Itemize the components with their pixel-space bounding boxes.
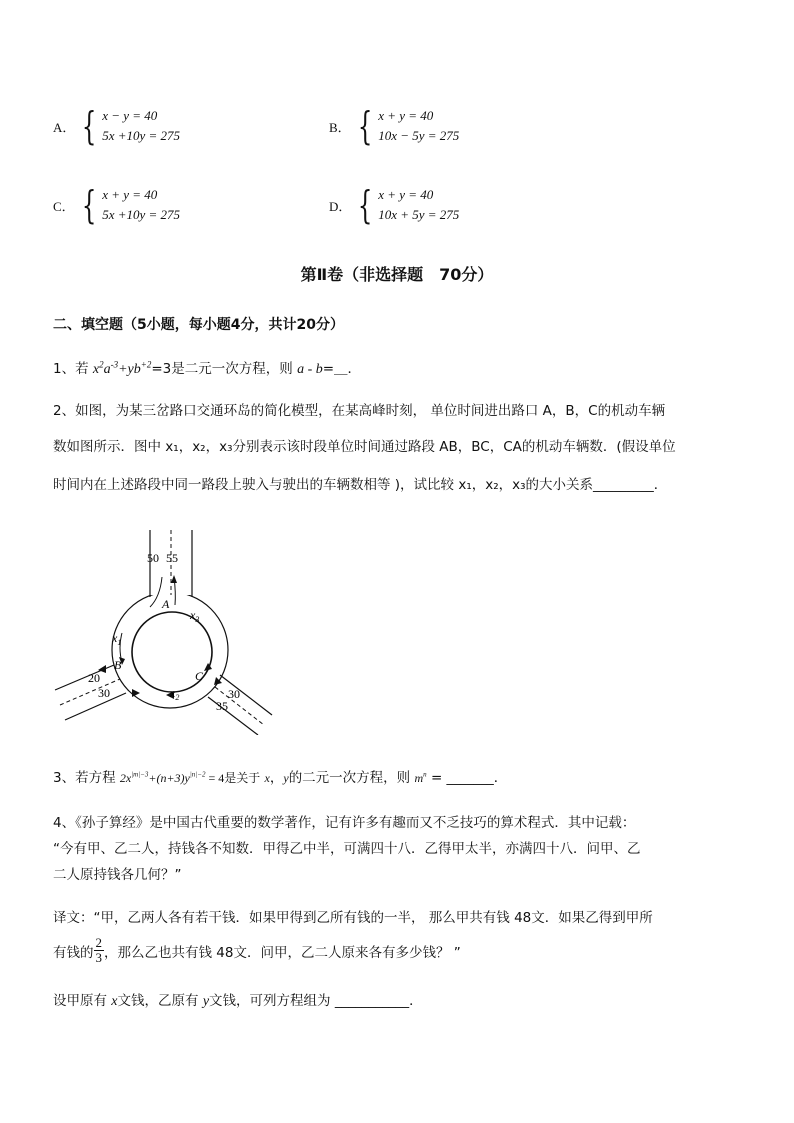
question-4-line-5: 有钱的 $\frac{2}{3}$ ，那么乙也共有钱 48文．问甲，乙二人原来各有多少钱？ ”	[53, 935, 461, 965]
option-b[interactable]	[329, 106, 459, 146]
part-title: 第Ⅱ卷（非选择题 70分）	[300, 265, 494, 284]
left-out-label: 30	[98, 686, 110, 700]
option-a-label: A．	[53, 119, 76, 135]
q1-answer-blank[interactable]: =＿．	[322, 361, 362, 377]
brace-icon: {	[357, 183, 373, 227]
option-a[interactable]	[53, 106, 180, 146]
right-out-label: 35	[216, 699, 228, 713]
question-4-line-6: 设甲原有 x文钱，乙原有 y文钱，可列方程组为 ___________．	[53, 993, 423, 1009]
node-a-label: A	[162, 597, 170, 611]
option-d-eq2: 10x + 5y = 275	[378, 207, 460, 222]
option-b-label: B．	[329, 119, 351, 135]
option-b-eq2: 10x − 5y = 275	[378, 128, 460, 143]
question-4-line-1: 4、《孙子算经》是中国古代重要的数学著作，记有许多有趣而又不乏技巧的算术程式．其中记载：	[53, 815, 636, 831]
x1-label: $x_1$	[112, 631, 122, 647]
option-a-eq2: 5x +10y = 275	[102, 128, 181, 143]
q4-answer-blank[interactable]: 文钱，可列方程组为 ___________．	[209, 993, 423, 1009]
brace-icon: {	[81, 104, 97, 148]
option-c-label: C．	[53, 198, 75, 214]
question-2-line-1: 2、如图，为某三岔路口交通环岛的简化模型，在某高峰时刻， 单位时间进出路口 A，B，C的机动车辆	[53, 403, 666, 419]
option-a-system	[77, 106, 180, 146]
section-title: 二、填空题（5小题，每小题4分，共计20分）	[53, 317, 344, 333]
question-2-line-3[interactable]: 时间内在上述路段中同一路段上驶入与驶出的车辆数相等 )，试比较 x₁，x₂，x₃的大小关系_________．	[53, 477, 668, 493]
node-b-label: B	[114, 658, 122, 672]
option-d-eq1: x + y = 40	[378, 187, 434, 202]
right-in-label: 30	[228, 687, 240, 701]
left-in-label: 20	[88, 671, 100, 685]
fraction-two-thirds: $\frac{2}{3}$	[95, 935, 102, 965]
question-4-line-3: 二人原持钱各几何？”	[53, 867, 182, 883]
question-4-line-4: 译文：“甲，乙两人各有若干钱．如果甲得到乙所有钱的一半， 那么甲共有钱 48文．如果乙得到甲所	[53, 910, 653, 926]
option-c[interactable]	[53, 185, 180, 225]
question-2-line-2: 数如图所示．图中 x₁，x₂，x₃分别表示该时段单位时间通过路段 AB，BC，CA的机动车辆数．(假设单位	[53, 439, 676, 455]
x3-label: $x_3$	[190, 608, 200, 624]
option-b-system	[353, 106, 459, 146]
top-in-label: 50	[147, 551, 159, 565]
option-c-system	[77, 185, 180, 225]
option-a-eq1: x − y = 40	[102, 108, 158, 123]
option-d-label: D．	[329, 198, 352, 214]
top-out-label: 55	[166, 551, 178, 565]
option-d[interactable]	[329, 185, 459, 225]
question-1: 1、若 $x^2a^{-3}+yb^{+2}=3$是二元一次方程，则 a - b=＿．	[53, 359, 362, 377]
x2-label: $x_2$	[170, 686, 180, 702]
q3-answer-blank[interactable]: = _______．	[426, 770, 508, 786]
roundabout-diagram	[50, 525, 280, 735]
option-d-system	[353, 185, 459, 225]
node-c-label: C	[195, 669, 204, 683]
brace-icon: {	[81, 183, 97, 227]
option-b-eq1: x + y = 40	[378, 108, 434, 123]
question-3: 3、若方程 $2x^{|m|-3}+(n+3)y^{|n|-2} = 4$是关于 x，y的二元一次方程，则 $m^n$ = _______．	[53, 770, 508, 786]
option-c-eq1: x + y = 40	[102, 187, 158, 202]
brace-icon: {	[357, 104, 373, 148]
question-4-line-2: “今有甲、乙二人，持钱各不知数．甲得乙中半，可满四十八．乙得甲太半，亦满四十八．问甲、乙	[53, 841, 641, 857]
option-c-eq2: 5x +10y = 275	[102, 207, 181, 222]
